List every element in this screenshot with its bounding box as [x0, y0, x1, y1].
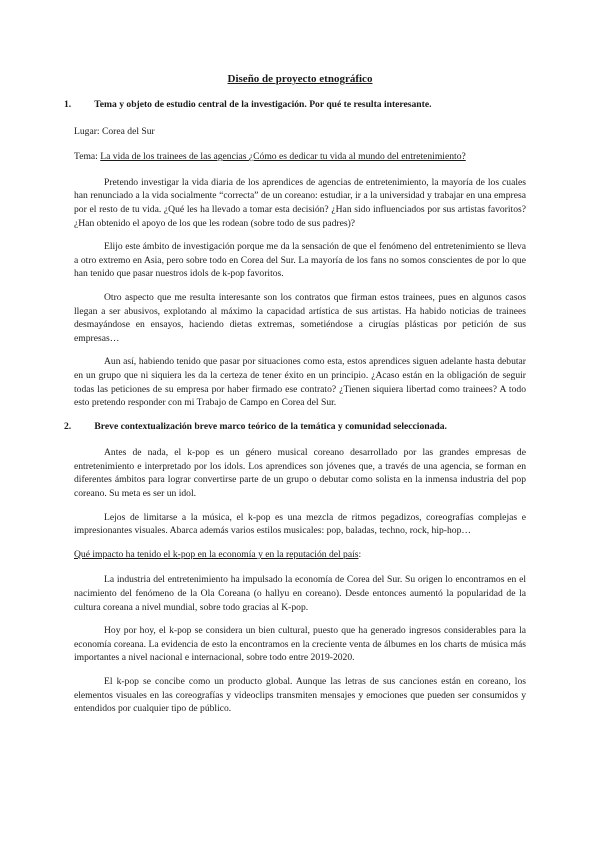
section-1-heading-text: Tema y objeto de estudio central de la investigación. Por qué te resulta interesante. — [94, 99, 432, 110]
subheading-line — [74, 548, 526, 562]
paragraph: Pretendo investigar la vida diaria de los aprendices de agencias de entretenimiento, la mayoría de los cuales han renunciado a la vida socialmente “correcta” de un coreano: estudiar, ir a la universidad y trabajar en una empresa por el resto de tu vida. ¿Qué les ha llevado a tomar esta decisión? ¿Han sido influenciados por sus artistas favoritos? ¿Han obtenido el apoyo de los que les rodean (sobre todo de sus padres)? — [74, 176, 526, 229]
paragraph: Antes de nada, el k-pop es un género musical coreano desarrollado por las grandes empresas de entretenimiento e interpretado por los idols. Los aprendices son jóvenes que, a través de una agencia, se forman en diferentes ámbitos para lograr convertirse parte de un grupo o debutar como solista en la inmensa industria del pop coreano. Su meta es ser un idol. — [74, 447, 526, 500]
paragraph: Hoy por hoy, el k-pop se considera un bien cultural, puesto que ha generado ingresos considerables para la economía coreana. La evidencia de esto la encontramos en la creciente venta de álbumes en los charts de música más importantes a nivel nacional e internacional, sobre todo entre 2019-2020. — [74, 625, 526, 664]
lugar-value: Corea del Sur — [101, 125, 155, 137]
paragraph: Otro aspecto que me resulta interesante son los contratos que firman estos trainees, pues en algunos casos llegan a ser abusivos, explotando al máximo la capacidad artística de sus artistas. Ha habido noticias de trainees desmayándose en ensayos, haciendo dietas extremas, sometiéndose a cirugías plásticas por petición de sus empresas… — [74, 291, 526, 344]
paragraph: Elijo este ámbito de investigación porque me da la sensación de que el fenómeno del entretenimiento se lleva a otro extremo en Asia, pero sobre todo en Corea del Sur. La mayoría de los fans no somos conscientes de por lo que han tenido que pasar nuestros idols de k-pop favoritos. — [74, 241, 526, 280]
tema-line — [74, 150, 526, 164]
document-title: Diseño de proyecto etnográfico — [227, 73, 373, 85]
tema-label: Tema: — [74, 151, 98, 163]
subheading-suffix: : — [358, 548, 362, 560]
paragraph: Lejos de limitarse a la música, el k-pop es una mezcla de ritmos pegadizos, coreografías complejas e impresionantes visuales. Abarca además varios estilos musicales: pop, baladas, techno, rock, hip-hop… — [74, 511, 526, 537]
section-2-heading-text: Breve contextualización breve marco teórico de la temática y comunidad seleccionada. — [94, 420, 447, 432]
paragraph: La industria del entretenimiento ha impulsado la economía de Corea del Sur. Su origen lo encontramos en el nacimiento del fenómeno de la Ola Coreana (o hallyu en coreano). Desde entonces aumentó la popularidad de la cultura coreana a nivel mundial, sobre todo gracias al K-pop. — [74, 574, 526, 613]
section-1-heading — [64, 98, 526, 112]
paragraph: Aun así, habiendo tenido que pasar por situaciones como esta, estos aprendices siguen adelante hasta debutar en un grupo que ni siquiera les da la certeza de tener éxito en un principio. ¿Acaso están en la obligación de seguir todas las peticiones de su empresa por haber firmado ese contrato? ¿Tienen siquiera libertad como trainees? A todo esto pretendo responder con mi Trabajo de Campo en Corea del Sur. — [74, 356, 526, 409]
paragraph: El k-pop se concibe como un producto global. Aunque las letras de sus canciones están en coreano, los elementos visuales en las coreografías y videoclips transmiten mensajes y emociones que pueden ser consumidos y entendidos por cualquier tipo de público. — [74, 676, 526, 715]
section-2-number: 2. — [64, 420, 72, 432]
lugar-label: Lugar: — [74, 125, 100, 137]
section-1-number: 1. — [64, 99, 72, 110]
lugar-line — [74, 125, 526, 139]
section-2-heading — [64, 420, 526, 434]
tema-value: La vida de los trainees de las agencias ¿Cómo es dedicar tu vida al mundo del entretenimiento? — [100, 151, 466, 163]
subheading: Qué impacto ha tenido el k-pop en la economía y en la reputación del país — [74, 548, 359, 560]
